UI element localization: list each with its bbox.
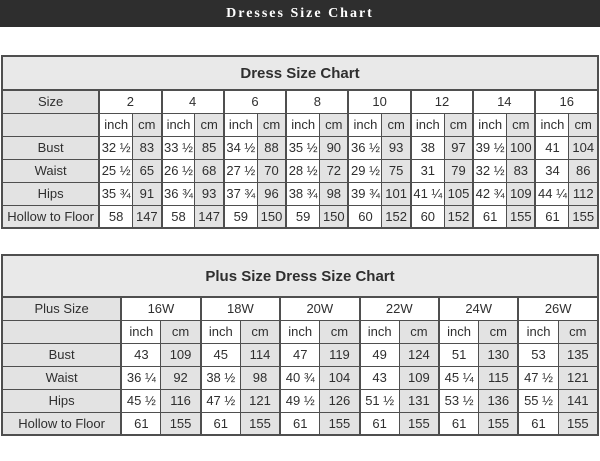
value-inch: 61 <box>280 412 320 435</box>
value-cm: 90 <box>320 136 349 159</box>
value-inch: 36 ¼ <box>121 366 161 389</box>
plus-size-dress-size-chart <box>1 254 599 436</box>
value-inch: 36 ½ <box>348 136 381 159</box>
value-inch: 47 <box>280 343 320 366</box>
unit-label-cm: cm <box>320 113 349 136</box>
row-label: Hollow to Floor <box>2 412 121 435</box>
row-label: Waist <box>2 366 121 389</box>
size-charts-page <box>0 27 600 436</box>
row-label: Hips <box>2 182 99 205</box>
value-cm: 155 <box>479 412 519 435</box>
value-inch: 61 <box>360 412 400 435</box>
value-inch: 26 ½ <box>162 159 195 182</box>
table-title-row <box>2 56 598 90</box>
value-inch: 39 ½ <box>473 136 506 159</box>
value-cm: 135 <box>558 343 598 366</box>
value-inch: 41 <box>535 136 568 159</box>
row-label: Hollow to Floor <box>2 205 99 228</box>
value-cm: 152 <box>444 205 473 228</box>
size-value: 22W <box>360 297 439 320</box>
unit-label-cm: cm <box>382 113 411 136</box>
unit-header-row <box>2 320 598 343</box>
value-inch: 35 ¾ <box>99 182 132 205</box>
value-inch: 61 <box>518 412 558 435</box>
unit-label-inch: inch <box>360 320 400 343</box>
value-cm: 72 <box>320 159 349 182</box>
value-cm: 79 <box>444 159 473 182</box>
unit-label-cm: cm <box>444 113 473 136</box>
size-value: 14 <box>473 90 535 113</box>
value-inch: 34 ½ <box>224 136 257 159</box>
row-label: Bust <box>2 136 99 159</box>
measurement-row <box>2 205 598 228</box>
unit-label-cm: cm <box>320 320 360 343</box>
value-cm: 91 <box>133 182 162 205</box>
value-cm: 152 <box>382 205 411 228</box>
value-cm: 92 <box>161 366 201 389</box>
unit-label-cm: cm <box>240 320 280 343</box>
value-inch: 51 ½ <box>360 389 400 412</box>
value-cm: 121 <box>240 389 280 412</box>
size-table <box>1 254 599 436</box>
value-cm: 83 <box>133 136 162 159</box>
table-title: Plus Size Dress Size Chart <box>2 255 598 297</box>
value-cm: 104 <box>320 366 360 389</box>
value-cm: 147 <box>195 205 224 228</box>
size-header-row <box>2 297 598 320</box>
size-header-row <box>2 90 598 113</box>
value-inch: 49 ½ <box>280 389 320 412</box>
value-cm: 124 <box>399 343 439 366</box>
value-cm: 86 <box>569 159 598 182</box>
value-cm: 70 <box>257 159 286 182</box>
value-inch: 49 <box>360 343 400 366</box>
value-inch: 42 ¾ <box>473 182 506 205</box>
value-cm: 100 <box>507 136 536 159</box>
unit-label-inch: inch <box>162 113 195 136</box>
table-title-row <box>2 255 598 297</box>
unit-label-inch: inch <box>280 320 320 343</box>
size-value: 4 <box>162 90 224 113</box>
size-row-label: Plus Size <box>2 297 121 320</box>
measurement-row <box>2 389 598 412</box>
unit-label-inch: inch <box>518 320 558 343</box>
value-inch: 40 ¾ <box>280 366 320 389</box>
value-inch: 61 <box>201 412 241 435</box>
value-cm: 109 <box>399 366 439 389</box>
value-cm: 155 <box>558 412 598 435</box>
value-inch: 47 ½ <box>201 389 241 412</box>
unit-label-cm: cm <box>558 320 598 343</box>
value-inch: 61 <box>439 412 479 435</box>
value-inch: 51 <box>439 343 479 366</box>
value-inch: 41 ¼ <box>411 182 444 205</box>
value-cm: 155 <box>399 412 439 435</box>
unit-label-inch: inch <box>473 113 506 136</box>
unit-row-spacer <box>2 113 99 136</box>
value-inch: 28 ½ <box>286 159 319 182</box>
value-inch: 60 <box>411 205 444 228</box>
value-cm: 93 <box>195 182 224 205</box>
unit-row-spacer <box>2 320 121 343</box>
value-cm: 155 <box>507 205 536 228</box>
unit-label-cm: cm <box>399 320 439 343</box>
row-label: Bust <box>2 343 121 366</box>
value-inch: 60 <box>348 205 381 228</box>
value-inch: 29 ½ <box>348 159 381 182</box>
unit-label-inch: inch <box>201 320 241 343</box>
size-value: 16 <box>535 90 598 113</box>
value-inch: 38 ½ <box>201 366 241 389</box>
value-inch: 34 <box>535 159 568 182</box>
unit-label-cm: cm <box>133 113 162 136</box>
value-inch: 31 <box>411 159 444 182</box>
unit-label-cm: cm <box>569 113 598 136</box>
value-cm: 130 <box>479 343 519 366</box>
value-cm: 121 <box>558 366 598 389</box>
value-cm: 93 <box>382 136 411 159</box>
measurement-row <box>2 366 598 389</box>
value-cm: 141 <box>558 389 598 412</box>
value-cm: 104 <box>569 136 598 159</box>
value-cm: 147 <box>133 205 162 228</box>
value-cm: 96 <box>257 182 286 205</box>
row-label: Waist <box>2 159 99 182</box>
unit-label-cm: cm <box>195 113 224 136</box>
measurement-row <box>2 182 598 205</box>
value-inch: 38 <box>411 136 444 159</box>
unit-label-inch: inch <box>121 320 161 343</box>
value-cm: 155 <box>161 412 201 435</box>
value-cm: 155 <box>320 412 360 435</box>
value-cm: 75 <box>382 159 411 182</box>
value-cm: 150 <box>320 205 349 228</box>
measurement-row <box>2 159 598 182</box>
value-cm: 150 <box>257 205 286 228</box>
measurement-row <box>2 136 598 159</box>
value-inch: 55 ½ <box>518 389 558 412</box>
value-inch: 44 ¼ <box>535 182 568 205</box>
value-inch: 45 ¼ <box>439 366 479 389</box>
value-cm: 131 <box>399 389 439 412</box>
page-title: Dresses Size Chart <box>226 5 374 21</box>
size-value: 16W <box>121 297 200 320</box>
value-cm: 98 <box>320 182 349 205</box>
unit-header-row <box>2 113 598 136</box>
value-inch: 37 ¾ <box>224 182 257 205</box>
size-value: 24W <box>439 297 518 320</box>
value-inch: 61 <box>535 205 568 228</box>
value-cm: 83 <box>507 159 536 182</box>
value-cm: 126 <box>320 389 360 412</box>
value-cm: 88 <box>257 136 286 159</box>
value-cm: 115 <box>479 366 519 389</box>
size-value: 26W <box>518 297 598 320</box>
size-value: 20W <box>280 297 359 320</box>
value-inch: 32 ½ <box>99 136 132 159</box>
size-value: 6 <box>224 90 286 113</box>
unit-label-inch: inch <box>348 113 381 136</box>
value-inch: 25 ½ <box>99 159 132 182</box>
value-cm: 136 <box>479 389 519 412</box>
unit-label-cm: cm <box>507 113 536 136</box>
value-inch: 53 ½ <box>439 389 479 412</box>
size-value: 10 <box>348 90 410 113</box>
value-inch: 61 <box>121 412 161 435</box>
value-cm: 65 <box>133 159 162 182</box>
value-cm: 114 <box>240 343 280 366</box>
unit-label-inch: inch <box>99 113 132 136</box>
unit-label-inch: inch <box>439 320 479 343</box>
size-value: 2 <box>99 90 161 113</box>
value-cm: 155 <box>240 412 280 435</box>
value-inch: 35 ½ <box>286 136 319 159</box>
unit-label-cm: cm <box>257 113 286 136</box>
measurement-row <box>2 412 598 435</box>
measurement-row <box>2 343 598 366</box>
value-inch: 59 <box>286 205 319 228</box>
value-inch: 43 <box>360 366 400 389</box>
value-inch: 59 <box>224 205 257 228</box>
unit-label-cm: cm <box>479 320 519 343</box>
value-inch: 45 ½ <box>121 389 161 412</box>
value-inch: 36 ¾ <box>162 182 195 205</box>
value-cm: 68 <box>195 159 224 182</box>
value-inch: 33 ½ <box>162 136 195 159</box>
value-inch: 27 ½ <box>224 159 257 182</box>
size-row-label: Size <box>2 90 99 113</box>
value-inch: 61 <box>473 205 506 228</box>
table-title: Dress Size Chart <box>2 56 598 90</box>
value-cm: 101 <box>382 182 411 205</box>
value-inch: 47 ½ <box>518 366 558 389</box>
value-cm: 98 <box>240 366 280 389</box>
value-cm: 109 <box>507 182 536 205</box>
size-value: 8 <box>286 90 348 113</box>
unit-label-inch: inch <box>411 113 444 136</box>
value-cm: 155 <box>569 205 598 228</box>
value-inch: 32 ½ <box>473 159 506 182</box>
value-inch: 39 ¾ <box>348 182 381 205</box>
page-header <box>0 0 600 27</box>
value-inch: 58 <box>99 205 132 228</box>
value-cm: 85 <box>195 136 224 159</box>
size-value: 18W <box>201 297 280 320</box>
value-inch: 58 <box>162 205 195 228</box>
value-inch: 53 <box>518 343 558 366</box>
value-cm: 105 <box>444 182 473 205</box>
unit-label-inch: inch <box>535 113 568 136</box>
size-value: 12 <box>411 90 473 113</box>
value-cm: 116 <box>161 389 201 412</box>
value-inch: 43 <box>121 343 161 366</box>
unit-label-inch: inch <box>224 113 257 136</box>
value-cm: 109 <box>161 343 201 366</box>
value-inch: 38 ¾ <box>286 182 319 205</box>
unit-label-inch: inch <box>286 113 319 136</box>
value-cm: 119 <box>320 343 360 366</box>
value-cm: 112 <box>569 182 598 205</box>
value-inch: 45 <box>201 343 241 366</box>
value-cm: 97 <box>444 136 473 159</box>
unit-label-cm: cm <box>161 320 201 343</box>
dress-size-chart <box>1 55 599 229</box>
row-label: Hips <box>2 389 121 412</box>
size-table <box>1 55 599 229</box>
